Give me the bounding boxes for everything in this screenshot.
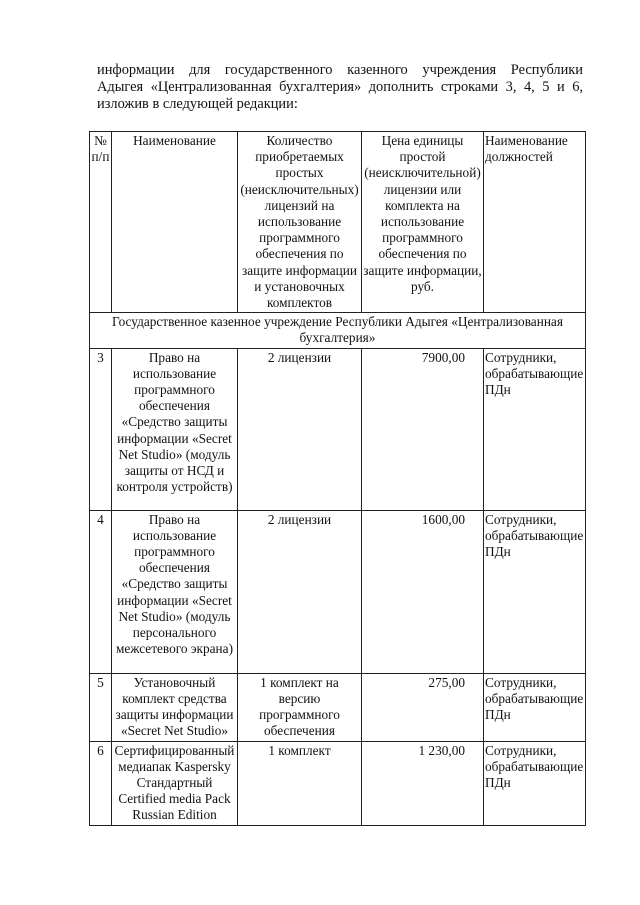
row-price: 275,00 — [362, 673, 484, 741]
row-positions: Сотрудники, обрабатывающие ПДн — [484, 510, 586, 673]
row-quantity: 1 комплект на версию программного обеспечения — [238, 673, 362, 741]
row-name: Установочный комплект средства защиты информации «Secret Net Studio» — [112, 673, 238, 741]
intro-line-3: изложив в следующей редакции: — [97, 96, 298, 112]
row-price: 1600,00 — [362, 510, 484, 673]
table-row — [90, 741, 586, 825]
row-price: 1 230,00 — [362, 741, 484, 825]
header-quantity: Количество приобретаемых простых (неисключительных) лицензий на использование программного обеспечения по защите информации и установочных комплектов — [238, 132, 362, 313]
table-row — [90, 673, 586, 741]
row-num: 6 — [90, 741, 112, 825]
row-quantity: 2 лицензии — [238, 510, 362, 673]
intro-line-2: Адыгея «Централизованная бухгалтерия» дополнить строками 3, 4, 5 и 6, — [97, 79, 583, 95]
header-name: Наименование — [112, 132, 238, 313]
row-positions: Сотрудники, обрабатывающие ПДн — [484, 673, 586, 741]
header-positions: Наименование должностей — [484, 132, 586, 313]
row-num: 4 — [90, 510, 112, 673]
organization-name: Государственное казенное учреждение Республики Адыгея «Централизованная бухгалтерия» — [90, 313, 586, 348]
licenses-table — [89, 131, 586, 826]
table-row — [90, 348, 586, 510]
row-price: 7900,00 — [362, 348, 484, 510]
table-header-row — [90, 132, 586, 313]
row-num: 5 — [90, 673, 112, 741]
row-name: Право на использование программного обеспечения «Средство защиты информации «Secret Net Studio» (модуль защиты от НСД и контроля устройств) — [112, 348, 238, 510]
row-quantity: 1 комплект — [238, 741, 362, 825]
intro-paragraph — [97, 62, 583, 113]
row-quantity: 2 лицензии — [238, 348, 362, 510]
intro-line-1: информации для государственного казенного учреждения Республики — [97, 62, 583, 78]
row-name: Сертифицированный медиапак Kaspersky Стандартный Certified media Pack Russian Edition — [112, 741, 238, 825]
row-positions: Сотрудники, обрабатывающие ПДн — [484, 348, 586, 510]
header-num: № п/п — [90, 132, 112, 313]
organization-row — [90, 313, 586, 348]
header-price: Цена единицы простой (неисключительной) лицензии или комплекта на использование программного обеспечения по защите информации, руб. — [362, 132, 484, 313]
row-num: 3 — [90, 348, 112, 510]
table-row — [90, 510, 586, 673]
row-positions: Сотрудники, обрабатывающие ПДн — [484, 741, 586, 825]
row-name: Право на использование программного обеспечения «Средство защиты информации «Secret Net Studio» (модуль персонального межсетевого экрана) — [112, 510, 238, 673]
